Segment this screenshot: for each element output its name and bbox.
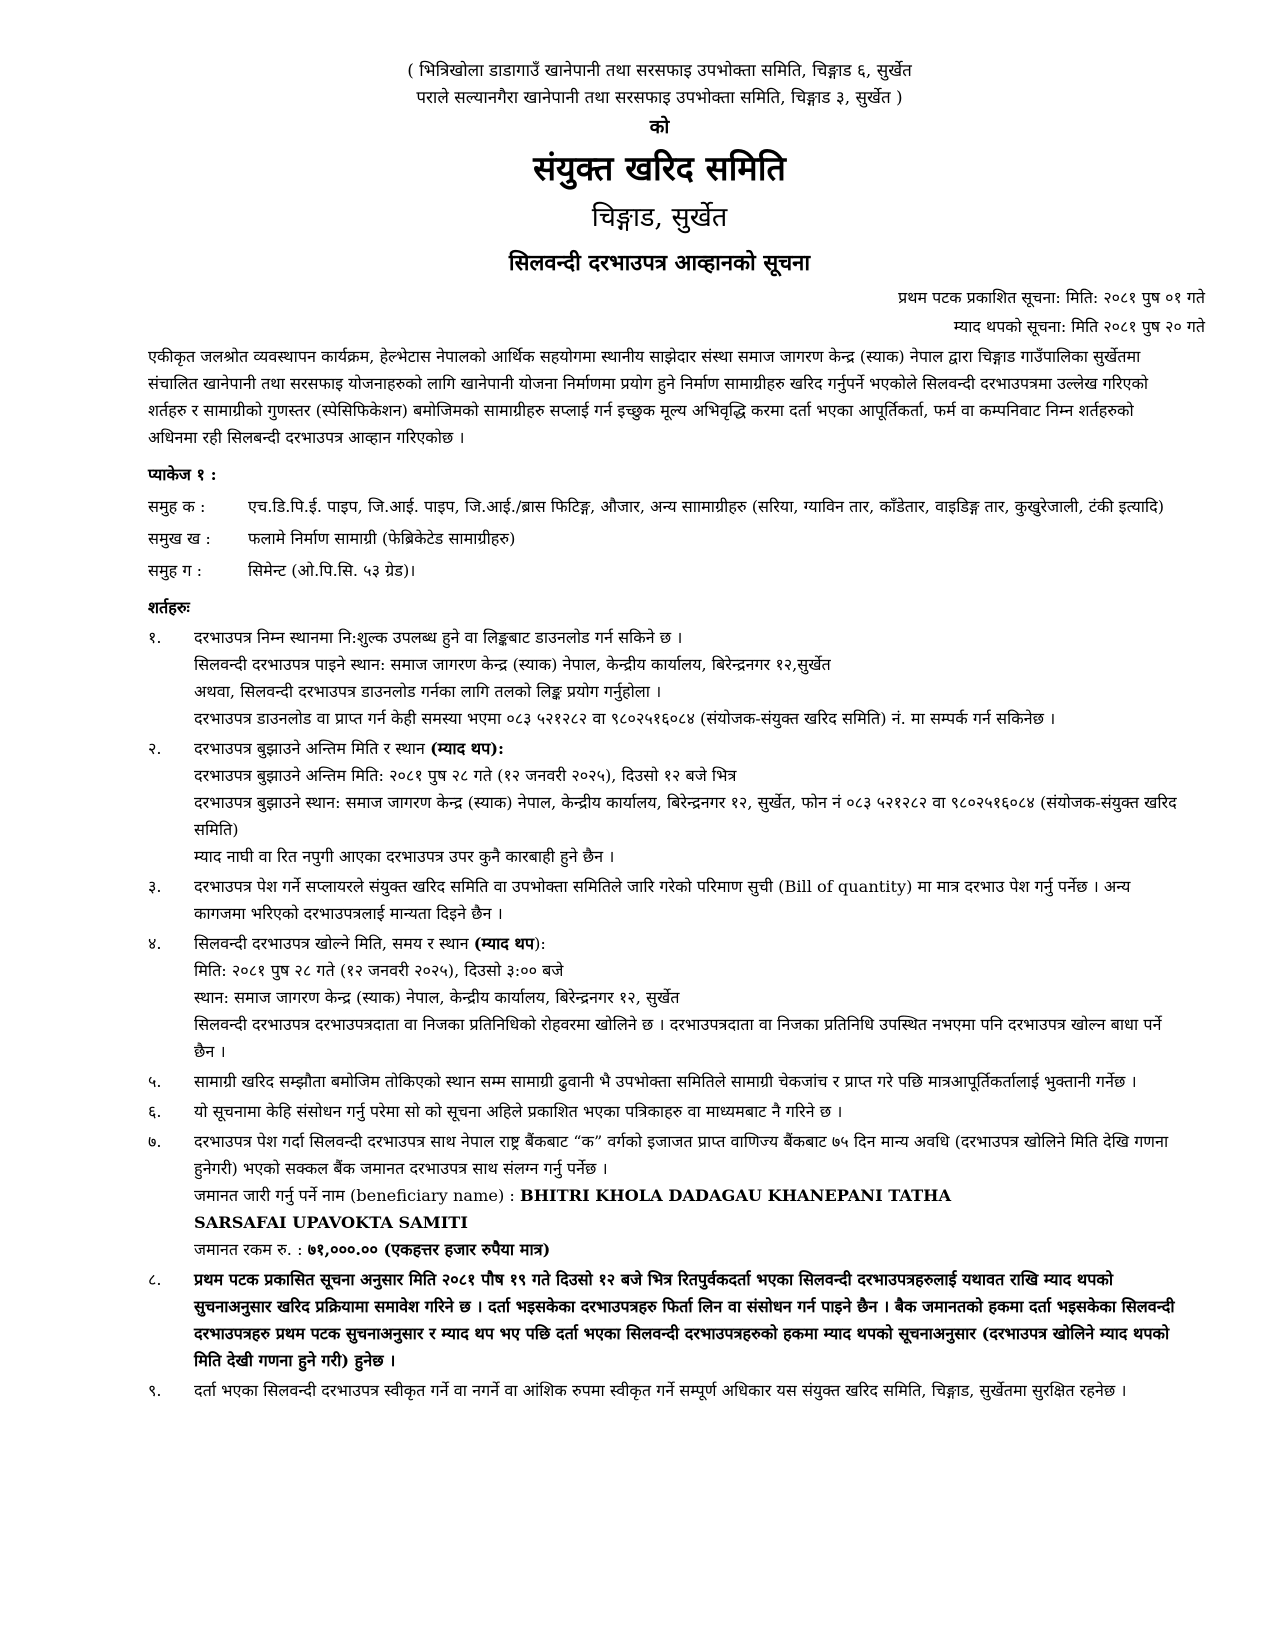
- beneficiary-line: [194, 1182, 1185, 1209]
- condition-text: दरभाउपत्र बुझाउने अन्तिम मिति र स्थान: [194, 739, 425, 758]
- condition-line: [194, 930, 1185, 957]
- committee-line-2: पराले सल्यानगैरा खानेपानी तथा सरसफाइ उपभोक्ता समिति, चिङ्गाड ३, सुर्खेत ): [416, 88, 903, 108]
- condition-7: [148, 1128, 1185, 1263]
- condition-body: [194, 624, 1185, 732]
- condition-body: दर्ता भएका सिलवन्दी दरभाउपत्र स्वीकृत गर्ने वा नगर्ने वा आंशिक रुपमा स्वीकृत गर्ने सम्पूर्ण अधिकार यस संयुक्त खरिद समिति, चिङ्गाड, सुर्खेतमा सुरक्षित रहनेछ ।: [194, 1381, 1127, 1400]
- extension-tag: (म्याद थप):: [430, 739, 504, 758]
- publication-dates: [148, 283, 1205, 341]
- package-group: [148, 557, 1185, 584]
- condition-line: अथवा, सिलवन्दी दरभाउपत्र डाउनलोड गर्नका लागि तलको लिङ्क प्रयोग गर्नुहोला ।: [194, 682, 662, 701]
- condition-2: [148, 735, 1185, 870]
- extension-tag: (म्याद थप: [473, 934, 535, 953]
- condition-line: [194, 735, 1185, 762]
- intro-paragraph: एकीकृत जलश्रोत व्यवस्थापन कार्यक्रम, हेल्भेटास नेपालको आर्थिक सहयोगमा स्थानीय साझेदार संस्था समाज जागरण केन्द्र (स्याक) नेपाल द्वारा चिङ्गाड गाउँपालिका सुर्खेतमा संचालित खानेपानी तथा सरसफाइ योजनाहरुको लागि खानेपानी योजना निर्माणमा प्रयोग हुने निर्माण सामाग्रीहरु खरिद गर्नुपर्ने भएकोले सिलवन्दी दरभाउपत्रमा उल्लेख गरिएको शर्तहरु र सामाग्रीको गुणस्तर (स्पेसिफिकेशन) बमोजिमको सामाग्रीहरु सप्लाई गर्न इच्छुक मूल्य अभिवृद्धि करमा दर्ता भएका आपूर्तिकर्ता, फर्म वा कम्पनिवाट निम्न शर्तहरुको अधिनमा रही सिलबन्दी दरभाउपत्र आव्हान गरिएकोछ ।: [148, 347, 1149, 447]
- condition-3: [148, 873, 1185, 927]
- condition-number: ८.: [148, 1270, 162, 1289]
- condition-number: ५.: [148, 1072, 162, 1091]
- condition-line: मिति: २०८१ पुष २८ गते (१२ जनवरी २०२५), दिउसो ३:०० बजे: [194, 961, 564, 980]
- condition-line: स्थान: समाज जागरण केन्द्र (स्याक) नेपाल, केन्द्रीय कार्यालय, बिरेन्द्रनगर १२, सुर्खेत: [194, 988, 680, 1007]
- condition-line: दरभाउपत्र निम्न स्थानमा नि:शुल्क उपलब्ध हुने वा लिङ्कबाट डाउनलोड गर्न सकिने छ ।: [194, 628, 683, 647]
- condition-line: दरभाउपत्र डाउनलोड वा प्राप्त गर्न केही समस्या भएमा ०८३ ५२१२८२ वा ९८०२५१६०८४ (संयोजक-संयुक्त खरिद समिति) नं. मा सम्पर्क गर्न सकिनेछ ।: [194, 709, 1056, 728]
- condition-1: [148, 624, 1185, 732]
- condition-number: ९.: [148, 1381, 162, 1400]
- amount-label: जमानत रकम रु. :: [194, 1240, 303, 1259]
- condition-line: दरभाउपत्र बुझाउने स्थान: समाज जागरण केन्द्र (स्याक) नेपाल, केन्द्रीय कार्यालय, बिरेन्द्रनगर १२, सुर्खेत, फोन नं ०८३ ५२१२८२ वा ९८०२५१६०८४ (संयोजक-संयुक्त खरिद समिति): [194, 793, 1177, 839]
- group-label: समुख ख :: [148, 529, 211, 548]
- condition-body: [194, 735, 1185, 870]
- condition-number: १.: [148, 628, 162, 647]
- ko-label: को: [649, 116, 670, 138]
- condition-number: ७.: [148, 1132, 162, 1151]
- committee-line-1: ( भित्रिखोला डाडागाउँ खानेपानी तथा सरसफाइ उपभोक्ता समिति, चिङ्गाड ६, सुर्खेत: [407, 61, 912, 81]
- condition-number: ४.: [148, 934, 162, 953]
- condition-line: दरभाउपत्र बुझाउने अन्तिम मिति: २०८१ पुष २८ गते (१२ जनवरी २०२५), दिउसो १२ बजे भित्र: [194, 766, 737, 785]
- condition-5: [148, 1068, 1185, 1095]
- condition-body: यो सूचनामा केहि संसोधन गर्नु परेमा सो को सूचना अहिले प्रकाशित भएका पत्रिकाहरु वा माध्यमबाट नै गरिने छ ।: [194, 1102, 843, 1121]
- guarantee-amount-line: [194, 1236, 1185, 1263]
- condition-text: सिलवन्दी दरभाउपत्र खोल्ने मिति, समय र स्थान: [194, 934, 469, 953]
- condition-body: सामाग्री खरिद सम्झौता बमोजिम तोकिएको स्थान सम्म सामाग्री ढुवानी भै उपभोक्ता समितिले सामाग्री चेकजांच र प्राप्त गरे पछि मात्रआपूर्तिकर्तालाई भुक्तानी गर्नेछ ।: [194, 1072, 1137, 1091]
- package-group: [148, 493, 1185, 520]
- condition-line: सिलवन्दी दरभाउपत्र पाइने स्थान: समाज जागरण केन्द्र (स्याक) नेपाल, केन्द्रीय कार्यालय, बिरेन्द्रनगर १२,सुर्खेत: [194, 655, 831, 674]
- beneficiary-name: BHITRI KHOLA DADAGAU KHANEPANI TATHA: [520, 1186, 952, 1205]
- condition-4: [148, 930, 1185, 1065]
- condition-number: ३.: [148, 877, 162, 896]
- condition-body: दरभाउपत्र पेश गर्ने सप्लायरले संयुक्त खरिद समिति वा उपभोक्ता समितिले जारि गरेको परिमाण सुची (Bill of quantity) मा मात्र दरभाउ पेश गर्नु पर्नेछ । अन्य कागजमा भरिएको दरभाउपत्रलाई मान्यता दिइने छैन ।: [194, 877, 1131, 923]
- condition-number: २.: [148, 739, 162, 758]
- condition-body: [194, 930, 1185, 1065]
- location-subtitle: चिङ्गाड, सुर्खेत: [591, 202, 728, 233]
- group-items: फलामे निर्माण सामाग्री (फेब्रिकेटेड सामाग्रीहरु): [248, 529, 516, 548]
- condition-line: म्याद नाघी वा रित नपुगी आएका दरभाउपत्र उपर कुनै कारबाही हुने छैन ।: [194, 847, 615, 866]
- header: [148, 58, 1185, 283]
- group-items: सिमेन्ट (ओ.पि.सि. ५३ ग्रेड)।: [248, 561, 416, 580]
- package-group: [148, 525, 1185, 552]
- page-title: संयुक्त खरिद समिति: [533, 149, 786, 189]
- condition-body: [194, 1128, 1185, 1263]
- group-label: समुह ग :: [148, 561, 203, 580]
- group-label: समुह क :: [148, 497, 206, 516]
- condition-number: ६.: [148, 1102, 162, 1121]
- condition-line: सिलवन्दी दरभाउपत्र दरभाउपत्रदाता वा निजका प्रतिनिधिको रोहवरमा खोलिने छ । दरभाउपत्रदाता वा निजका प्रतिनिधि उपस्थित नभएमा पनि दरभाउपत्र खोल्न बाधा पर्ने छैन ।: [194, 1015, 1162, 1061]
- first-published-date: प्रथम पटक प्रकाशित सूचना: मिति: २०८१ पुष ०१ गते: [898, 288, 1205, 307]
- conditions-heading: शर्तहरुः: [148, 598, 190, 617]
- beneficiary-label: जमानत जारी गर्नु पर्ने नाम (beneficiary name) :: [194, 1186, 515, 1205]
- package-heading: प्याकेज १ :: [148, 465, 217, 484]
- beneficiary-name-cont: SARSAFAI UPAVOKTA SAMITI: [194, 1213, 468, 1232]
- extension-notice-date: म्याद थपको सूचना: मिति २०८१ पुष २० गते: [953, 317, 1205, 336]
- group-items: एच.डि.पि.ई. पाइप, जि.आई. पाइप, जि.आई./ब्रास फिटिङ्ग, औजार, अन्य साामाग्रीहरु (सरिया, ग्याविन तार, काँडेतार, वाइडिङ्ग तार, कुखुरेजाली, टंकी इत्यादि): [248, 497, 1165, 516]
- condition-9: [148, 1377, 1185, 1404]
- condition-6: [148, 1098, 1185, 1125]
- condition-body: प्रथम पटक प्रकासित सूचना अनुसार मिति २०८१ पौष १९ गते दिउसो १२ बजे भित्र रितपुर्वकदर्ता भएका सिलवन्दी दरभाउपत्रहरुलाई यथावत राखि म्याद थपको सुचनाअनुसार खरिद प्रक्रियामा समावेश गरिने छ । दर्ता भइसकेका दरभाउपत्रहरु फिर्ता लिन वा संसोधन गर्न पाइने छैन । बैक जमानतको हकमा दर्ता भइसकेका सिलवन्दी दरभाउपत्रहरु प्रथम पटक सुचनाअनुसार र म्याद थप भए पछि दर्ता भएका सिलवन्दी दरभाउपत्रहरुको हकमा म्याद थपको सूचनाअनुसार (दरभाउपत्र खोलिने म्याद थपको मिति देखी गणना हुने गरी) हुनेछ ।: [194, 1270, 1175, 1370]
- condition-line: दरभाउपत्र पेश गर्दा सिलवन्दी दरभाउपत्र साथ नेपाल राष्ट्र बैंकबाट “क” वर्गको इजाजत प्राप्त वाणिज्य बैंकबाट ७५ दिन मान्य अवधि (दरभाउपत्र खोलिने मिति देखि गणना हुनेगरी) भएको सक्कल बैंक जमानत दरभाउपत्र साथ संलग्न गर्नु पर्नेछ ।: [194, 1132, 1169, 1178]
- condition-8: [148, 1266, 1185, 1374]
- condition-text-end: ):: [534, 934, 546, 953]
- notice-title: सिलवन्दी दरभाउपत्र आव्हानको सूचना: [508, 250, 811, 276]
- guarantee-amount: ७१,०००.०० (एकहत्तर हजार रुपैया मात्र): [307, 1240, 551, 1259]
